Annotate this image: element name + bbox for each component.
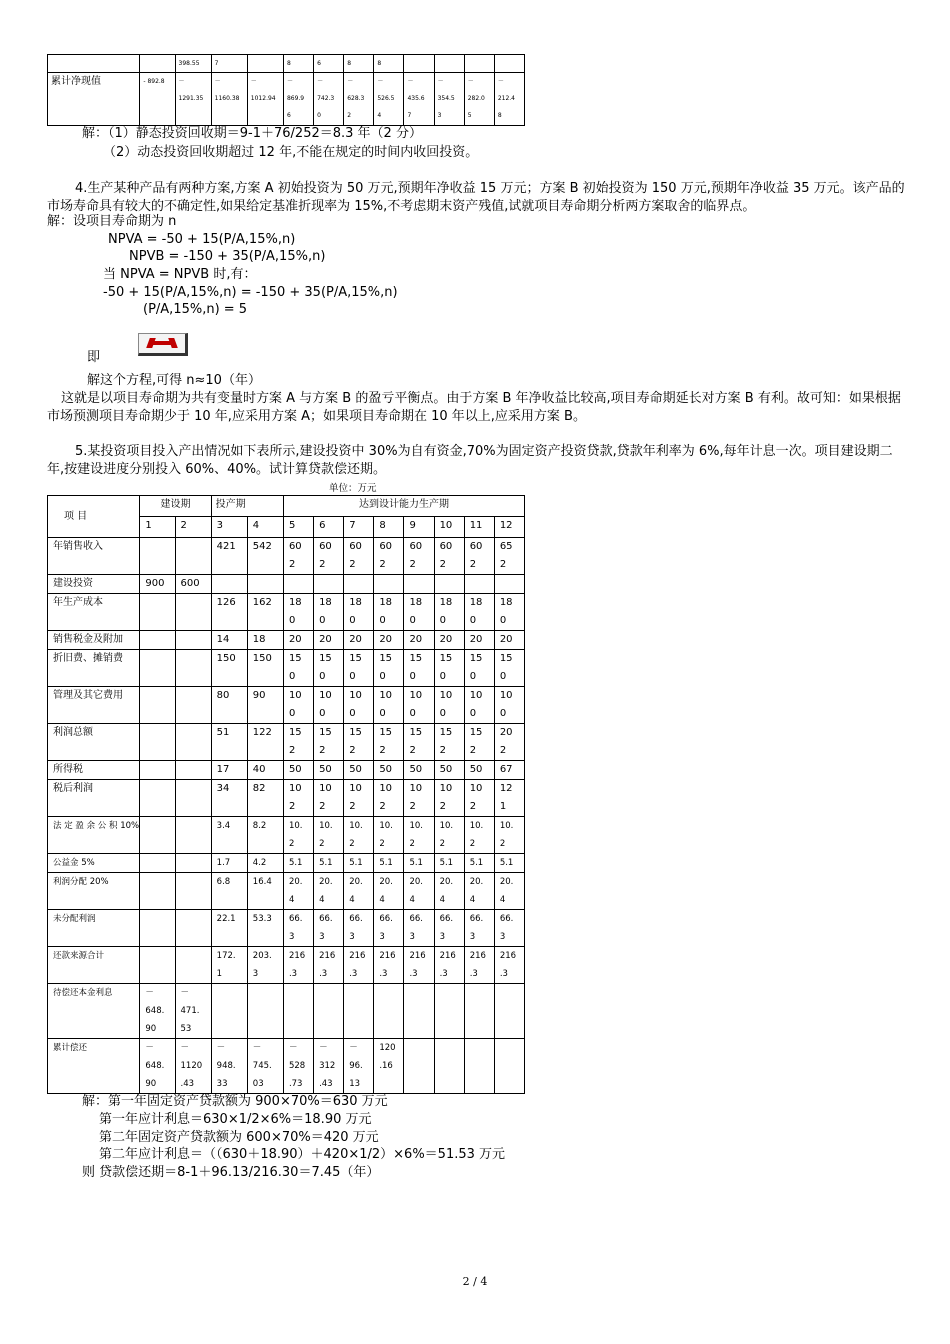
table-cell bbox=[140, 761, 175, 780]
row-label: 利润分配 20% bbox=[48, 873, 140, 910]
table-cell: － 354.5 3 bbox=[434, 73, 464, 126]
q4-condition: 当 NPVA = NPVB 时,有： bbox=[103, 267, 257, 282]
table-cell bbox=[404, 1039, 434, 1094]
table-cell bbox=[494, 1039, 524, 1094]
table-cell: 542 bbox=[247, 538, 283, 575]
table-cell: 7 bbox=[211, 55, 247, 73]
table-cell bbox=[140, 947, 175, 984]
table-cell: 421 bbox=[211, 538, 247, 575]
table-cell: 10 0 bbox=[434, 687, 464, 724]
table-cell: 10. 2 bbox=[374, 817, 404, 854]
table-cell: 20. 4 bbox=[344, 873, 374, 910]
table-cell bbox=[140, 538, 175, 575]
row-label: 所得税 bbox=[48, 761, 140, 780]
table-cell: － 526.5 4 bbox=[374, 73, 404, 126]
page-number: 2 / 4 bbox=[462, 1275, 488, 1288]
q4-ji: 即 bbox=[87, 350, 101, 365]
table-row bbox=[48, 947, 525, 984]
table-cell: 20. 4 bbox=[314, 873, 344, 910]
table-cell: 6 bbox=[314, 55, 344, 73]
q4-solution-line: 解：设项目寿命期为 n bbox=[47, 214, 177, 229]
q3-solution-line1: 解：（1）静态投资回收期＝9-1＋76/252＝8.3 年（2 分） bbox=[82, 126, 422, 141]
table-cell: － 1120 .43 bbox=[175, 1039, 211, 1094]
table-cell: 20 bbox=[494, 631, 524, 650]
table-row bbox=[48, 687, 525, 724]
table-cell: 65 2 bbox=[494, 538, 524, 575]
table-cell: 50 bbox=[314, 761, 344, 780]
table-row bbox=[48, 650, 525, 687]
table-cell: 10. 2 bbox=[314, 817, 344, 854]
table-cell: 14 bbox=[211, 631, 247, 650]
table-cell: － 948. 33 bbox=[211, 1039, 247, 1094]
q4-conclusion: 这就是以项目寿命期为共有变量时方案 A 与方案 B 的盈亏平衡点。由于方案 B 年净收益比较高,项目寿命期延长对方案 B 有利。故可知：如果根据市场预测项目寿命期少于 10 年,应采用方案 A；如果项目寿命期在 10 年以上,应采用方案 B。 bbox=[47, 391, 901, 424]
table-cell bbox=[247, 55, 283, 73]
table-cell: － 96. 13 bbox=[344, 1039, 374, 1094]
table-cell bbox=[344, 575, 374, 594]
table-cell: 4.2 bbox=[247, 854, 283, 873]
table-row bbox=[48, 910, 525, 947]
table-row bbox=[48, 538, 525, 575]
q5-question: 5.某投资项目投入产出情况如下表所示,建设投资中 30%为自有资金,70%为固定资产投资贷款,贷款年利率为 6%,每年计息一次。项目建设期二年,按建设进度分别投入 60%、40%。试计算贷款偿还期。 bbox=[47, 444, 893, 477]
table-cell: 20 bbox=[344, 631, 374, 650]
table-cell: 15 2 bbox=[344, 724, 374, 761]
table-cell bbox=[175, 910, 211, 947]
table-cell: 10 0 bbox=[464, 687, 494, 724]
table-cell: 10. 2 bbox=[434, 817, 464, 854]
table-cell: － 312 .43 bbox=[314, 1039, 344, 1094]
table-cell: 22.1 bbox=[211, 910, 247, 947]
table-cell: 216 .3 bbox=[434, 947, 464, 984]
table-cell bbox=[140, 687, 175, 724]
table-cell: 40 bbox=[247, 761, 283, 780]
table-row bbox=[48, 631, 525, 650]
year-header-cell: 4 bbox=[247, 517, 283, 538]
q5-solution-line4: 第二年应计利息＝（（630＋18.90）＋420×1/2）×6%＝51.53 万元 bbox=[99, 1147, 506, 1162]
table-cell bbox=[314, 575, 344, 594]
table-cell: 10 0 bbox=[494, 687, 524, 724]
table-cell: 18 0 bbox=[464, 594, 494, 631]
table-cell: 216 .3 bbox=[494, 947, 524, 984]
table-cell bbox=[283, 984, 313, 1039]
table-cell: 216 .3 bbox=[374, 947, 404, 984]
table-row bbox=[48, 817, 525, 854]
table-cell bbox=[464, 575, 494, 594]
table-cell: 66. 3 bbox=[344, 910, 374, 947]
row-label: 累计净现值 bbox=[48, 73, 140, 126]
year-header-cell: 6 bbox=[314, 517, 344, 538]
table-cell: 15 0 bbox=[283, 650, 313, 687]
table-cell: 80 bbox=[211, 687, 247, 724]
row-label: 折旧费、摊销费 bbox=[48, 650, 140, 687]
table-cell: 51 bbox=[211, 724, 247, 761]
row-label: 还款来源合计 bbox=[48, 947, 140, 984]
table-cell: － 528 .73 bbox=[283, 1039, 313, 1094]
table-cell bbox=[175, 538, 211, 575]
table-cell bbox=[140, 873, 175, 910]
table-cell: 66. 3 bbox=[283, 910, 313, 947]
table-cell: 60 2 bbox=[404, 538, 434, 575]
table-cell bbox=[247, 984, 283, 1039]
table-cell bbox=[175, 854, 211, 873]
table-cell: － 471. 53 bbox=[175, 984, 211, 1039]
table-cell: 15 0 bbox=[494, 650, 524, 687]
q4-npvb-formula: NPVB = -150 + 35(P/A,15%,n) bbox=[129, 249, 326, 264]
year-header-cell: 3 bbox=[211, 517, 247, 538]
q5-solution-line3: 第二年固定资产贷款额为 600×70%＝420 万元 bbox=[99, 1130, 379, 1145]
year-header-cell: 7 bbox=[344, 517, 374, 538]
table-cell: 10. 2 bbox=[404, 817, 434, 854]
table-cell: 20. 4 bbox=[464, 873, 494, 910]
table-cell bbox=[175, 650, 211, 687]
table-cell bbox=[374, 984, 404, 1039]
table-cell: 126 bbox=[211, 594, 247, 631]
table-cell: 203. 3 bbox=[247, 947, 283, 984]
table-cell bbox=[175, 947, 211, 984]
q4-solve-line: 解这个方程,可得 n≈10（年） bbox=[87, 373, 261, 388]
table-cell: 20. 4 bbox=[404, 873, 434, 910]
table-cell bbox=[140, 724, 175, 761]
year-header-cell: 10 bbox=[434, 517, 464, 538]
table-cell: 5.1 bbox=[374, 854, 404, 873]
table-cell: 8 bbox=[374, 55, 404, 73]
table-cell bbox=[175, 724, 211, 761]
table-cell bbox=[434, 55, 464, 73]
year-header-cell: 5 bbox=[283, 517, 313, 538]
table-cell: 66. 3 bbox=[434, 910, 464, 947]
table-cell: 20 bbox=[283, 631, 313, 650]
table-row bbox=[48, 873, 525, 910]
table-cell: 216 .3 bbox=[314, 947, 344, 984]
table-cell bbox=[140, 594, 175, 631]
table-cell bbox=[175, 631, 211, 650]
table-cell: 66. 3 bbox=[314, 910, 344, 947]
table-cell: 50 bbox=[404, 761, 434, 780]
table-cell: 216 .3 bbox=[344, 947, 374, 984]
header-build-period: 建设期 bbox=[140, 496, 211, 517]
table-cell bbox=[464, 984, 494, 1039]
table-cell: 10. 2 bbox=[494, 817, 524, 854]
table-cell: 10 0 bbox=[374, 687, 404, 724]
table-header-row bbox=[48, 496, 525, 517]
embedded-formula-icon bbox=[138, 333, 188, 356]
table-cell bbox=[404, 984, 434, 1039]
table-cell: 18 0 bbox=[314, 594, 344, 631]
table-cell: 60 2 bbox=[374, 538, 404, 575]
table-cell: 66. 3 bbox=[464, 910, 494, 947]
header-item: 项 目 bbox=[48, 496, 140, 538]
table-cell: 15 2 bbox=[314, 724, 344, 761]
table-cell: － 1160.38 bbox=[211, 73, 247, 126]
table-cell: － 282.0 5 bbox=[464, 73, 494, 126]
table-cell: 18 bbox=[247, 631, 283, 650]
table-cell: 18 0 bbox=[374, 594, 404, 631]
q4-npva-formula: NPVA = -50 + 15(P/A,15%,n) bbox=[108, 232, 296, 247]
table-cell: 20. 4 bbox=[434, 873, 464, 910]
year-header-cell: 1 bbox=[140, 517, 175, 538]
table-cell bbox=[464, 1039, 494, 1094]
table-cell: 120 .16 bbox=[374, 1039, 404, 1094]
table-cell: 1.7 bbox=[211, 854, 247, 873]
table-cell: 122 bbox=[247, 724, 283, 761]
table-cell bbox=[175, 817, 211, 854]
table-cell: 60 2 bbox=[344, 538, 374, 575]
table-cell bbox=[48, 55, 140, 73]
table-cell: 5.1 bbox=[344, 854, 374, 873]
table-cell: 60 2 bbox=[314, 538, 344, 575]
table-cell bbox=[314, 984, 344, 1039]
year-header-cell: 11 bbox=[464, 517, 494, 538]
table-cell: 66. 3 bbox=[494, 910, 524, 947]
q4-result-factor: (P/A,15%,n) = 5 bbox=[143, 302, 248, 317]
table-cell: 15 2 bbox=[434, 724, 464, 761]
table-cell: 5.1 bbox=[404, 854, 434, 873]
table-cell: 15 0 bbox=[434, 650, 464, 687]
table-cell bbox=[247, 575, 283, 594]
table-cell: 15 0 bbox=[344, 650, 374, 687]
table-cell bbox=[494, 575, 524, 594]
table-cell: 216 .3 bbox=[283, 947, 313, 984]
table-cell: 66. 3 bbox=[404, 910, 434, 947]
table-cell: 10 2 bbox=[464, 780, 494, 817]
table-cell: 53.3 bbox=[247, 910, 283, 947]
table-cell bbox=[344, 984, 374, 1039]
table-cell: 10 0 bbox=[404, 687, 434, 724]
table-cell: 66. 3 bbox=[374, 910, 404, 947]
table-cell: － 435.6 7 bbox=[404, 73, 434, 126]
table-cell bbox=[464, 55, 494, 73]
row-label: 年销售收入 bbox=[48, 538, 140, 575]
row-label: 未分配利润 bbox=[48, 910, 140, 947]
row-label: 管理及其它费用 bbox=[48, 687, 140, 724]
table-cell: 20 bbox=[464, 631, 494, 650]
table-cell: 398.55 bbox=[175, 55, 211, 73]
table-cell: 150 bbox=[247, 650, 283, 687]
table-cell: 82 bbox=[247, 780, 283, 817]
q5-unit-label: 单位：万元 bbox=[329, 483, 377, 494]
table-cell: 900 bbox=[140, 575, 175, 594]
table-cell: 600 bbox=[175, 575, 211, 594]
q4-equation: -50 + 15(P/A,15%,n) = -150 + 35(P/A,15%,n) bbox=[103, 285, 398, 300]
table-cell: 18 0 bbox=[283, 594, 313, 631]
table-cell: 10 2 bbox=[314, 780, 344, 817]
table-cell bbox=[404, 55, 434, 73]
table-cell: 5.1 bbox=[464, 854, 494, 873]
table-cell: 10 0 bbox=[344, 687, 374, 724]
table-row bbox=[48, 724, 525, 761]
table-cell: 60 2 bbox=[464, 538, 494, 575]
table-cell: － 648. 90 bbox=[140, 1039, 175, 1094]
table-cell: 15 2 bbox=[464, 724, 494, 761]
table-cell: 162 bbox=[247, 594, 283, 631]
table-cell: 20 bbox=[404, 631, 434, 650]
table-row bbox=[48, 73, 525, 126]
table-cell bbox=[211, 984, 247, 1039]
row-label: 累计偿还 bbox=[48, 1039, 140, 1094]
table-row bbox=[48, 594, 525, 631]
row-label: 法 定 盈 余 公 积 10% bbox=[48, 817, 140, 854]
table-cell bbox=[140, 910, 175, 947]
table-cell: 216 .3 bbox=[404, 947, 434, 984]
table-cell: 172. 1 bbox=[211, 947, 247, 984]
table-cell bbox=[374, 575, 404, 594]
table-cell: 15 2 bbox=[283, 724, 313, 761]
table-cell: 15 2 bbox=[374, 724, 404, 761]
q3-solution-line2: （2）动态投资回收期超过 12 年,不能在规定的时间内收回投资。 bbox=[103, 145, 479, 160]
table-cell: 10 2 bbox=[434, 780, 464, 817]
table-row bbox=[48, 1039, 525, 1094]
table-cell bbox=[175, 780, 211, 817]
table-cell bbox=[140, 650, 175, 687]
table-cell: 15 0 bbox=[404, 650, 434, 687]
table-cell: 67 bbox=[494, 761, 524, 780]
row-label: 销售税金及附加 bbox=[48, 631, 140, 650]
table-cell bbox=[175, 761, 211, 780]
table-cell: 15 0 bbox=[464, 650, 494, 687]
table-cell: 15 2 bbox=[404, 724, 434, 761]
table-cell: 8.2 bbox=[247, 817, 283, 854]
year-header-cell: 8 bbox=[374, 517, 404, 538]
table-cell: 8 bbox=[344, 55, 374, 73]
table-cell bbox=[140, 55, 175, 73]
table-cell: 20 bbox=[374, 631, 404, 650]
row-label: 待偿还本金利息 bbox=[48, 984, 140, 1039]
table-cell bbox=[494, 984, 524, 1039]
table-cell: 3.4 bbox=[211, 817, 247, 854]
table-cell: 50 bbox=[344, 761, 374, 780]
table-cell: 20. 4 bbox=[494, 873, 524, 910]
table-cell: － 1291.35 bbox=[175, 73, 211, 126]
table-cell: 20. 4 bbox=[374, 873, 404, 910]
table-cell: 5.1 bbox=[314, 854, 344, 873]
table-cell: － 212.4 8 bbox=[494, 73, 524, 126]
table-cell bbox=[140, 854, 175, 873]
table-cell bbox=[211, 575, 247, 594]
table-cell: － 1012.94 bbox=[247, 73, 283, 126]
table-cell: 5.1 bbox=[283, 854, 313, 873]
table-cell: 34 bbox=[211, 780, 247, 817]
year-header-cell: 9 bbox=[404, 517, 434, 538]
table-cell: 20 bbox=[434, 631, 464, 650]
table-cell: － 869.9 6 bbox=[283, 73, 313, 126]
table-cell: － 742.3 0 bbox=[314, 73, 344, 126]
table-row bbox=[48, 575, 525, 594]
table-cell bbox=[140, 631, 175, 650]
table-cell: 10. 2 bbox=[283, 817, 313, 854]
table-cell bbox=[140, 780, 175, 817]
table-cell: 10 0 bbox=[283, 687, 313, 724]
row-label: 年生产成本 bbox=[48, 594, 140, 631]
table-cell: － 648. 90 bbox=[140, 984, 175, 1039]
row-label: 公益金 5% bbox=[48, 854, 140, 873]
table-cell bbox=[140, 817, 175, 854]
table-cell: 6.8 bbox=[211, 873, 247, 910]
q5-solution-line5: 则 贷款偿还期＝8-1＋96.13/216.30＝7.45（年） bbox=[82, 1165, 380, 1180]
q5-solution-line1: 解：第一年固定资产贷款额为 900×70%＝630 万元 bbox=[82, 1094, 388, 1109]
q5-solution-line2: 第一年应计利息＝630×1/2×6%＝18.90 万元 bbox=[99, 1112, 372, 1127]
table-cell: 18 0 bbox=[434, 594, 464, 631]
table-cell: 10 2 bbox=[283, 780, 313, 817]
header-capacity-period: 达到设计能力生产期 bbox=[283, 496, 524, 517]
table-cell bbox=[434, 984, 464, 1039]
table-cell: 216 .3 bbox=[464, 947, 494, 984]
row-label: 税后利润 bbox=[48, 780, 140, 817]
table-cell: 15 0 bbox=[314, 650, 344, 687]
table-cell: 10. 2 bbox=[344, 817, 374, 854]
net-present-value-table bbox=[47, 54, 525, 126]
table-cell bbox=[175, 594, 211, 631]
table-cell: 20. 4 bbox=[283, 873, 313, 910]
table-cell: 10 2 bbox=[374, 780, 404, 817]
table-cell: 50 bbox=[464, 761, 494, 780]
table-row bbox=[48, 984, 525, 1039]
loan-repayment-table bbox=[47, 495, 525, 1094]
table-cell: 50 bbox=[374, 761, 404, 780]
table-row bbox=[48, 55, 525, 73]
table-cell: 60 2 bbox=[283, 538, 313, 575]
table-cell: － 745. 03 bbox=[247, 1039, 283, 1094]
table-cell bbox=[494, 55, 524, 73]
q4-question: 4.生产某种产品有两种方案,方案 A 初始投资为 50 万元,预期年净收益 15 万元；方案 B 初始投资为 150 万元,预期年净收益 35 万元。该产品的市场寿命具有较大的不确定性,如果给定基准折现率为 15%,不考虑期末资产残值,试就项目寿命期分析两方案取舍的临界点。 bbox=[47, 181, 905, 214]
table-cell: 18 0 bbox=[344, 594, 374, 631]
table-cell: 17 bbox=[211, 761, 247, 780]
table-cell: 10 0 bbox=[314, 687, 344, 724]
header-production-period: 投产期 bbox=[211, 496, 283, 517]
table-cell: － 628.3 2 bbox=[344, 73, 374, 126]
table-cell: 12 1 bbox=[494, 780, 524, 817]
table-cell bbox=[175, 687, 211, 724]
table-cell bbox=[283, 575, 313, 594]
table-cell: 5.1 bbox=[434, 854, 464, 873]
table-cell: 150 bbox=[211, 650, 247, 687]
table-cell: 10 2 bbox=[404, 780, 434, 817]
year-header-cell: 12 bbox=[494, 517, 524, 538]
row-label: 建设投资 bbox=[48, 575, 140, 594]
table-cell: 18 0 bbox=[494, 594, 524, 631]
table-cell: 50 bbox=[283, 761, 313, 780]
table-cell bbox=[434, 1039, 464, 1094]
row-label: 利润总额 bbox=[48, 724, 140, 761]
table-cell: 10 2 bbox=[344, 780, 374, 817]
table-row bbox=[48, 761, 525, 780]
table-cell: - 892.8 bbox=[140, 73, 175, 126]
table-cell: 18 0 bbox=[404, 594, 434, 631]
table-row bbox=[48, 854, 525, 873]
year-header-cell: 2 bbox=[175, 517, 211, 538]
table-cell: 60 2 bbox=[434, 538, 464, 575]
table-cell: 15 0 bbox=[374, 650, 404, 687]
table-cell: 20 2 bbox=[494, 724, 524, 761]
table-cell: 20 bbox=[314, 631, 344, 650]
table-cell: 8 bbox=[283, 55, 313, 73]
table-cell: 90 bbox=[247, 687, 283, 724]
table-cell: 10. 2 bbox=[464, 817, 494, 854]
table-cell bbox=[175, 873, 211, 910]
table-cell bbox=[434, 575, 464, 594]
table-cell: 16.4 bbox=[247, 873, 283, 910]
table-cell: 50 bbox=[434, 761, 464, 780]
table-cell: 5.1 bbox=[494, 854, 524, 873]
table-cell bbox=[404, 575, 434, 594]
table-row bbox=[48, 780, 525, 817]
